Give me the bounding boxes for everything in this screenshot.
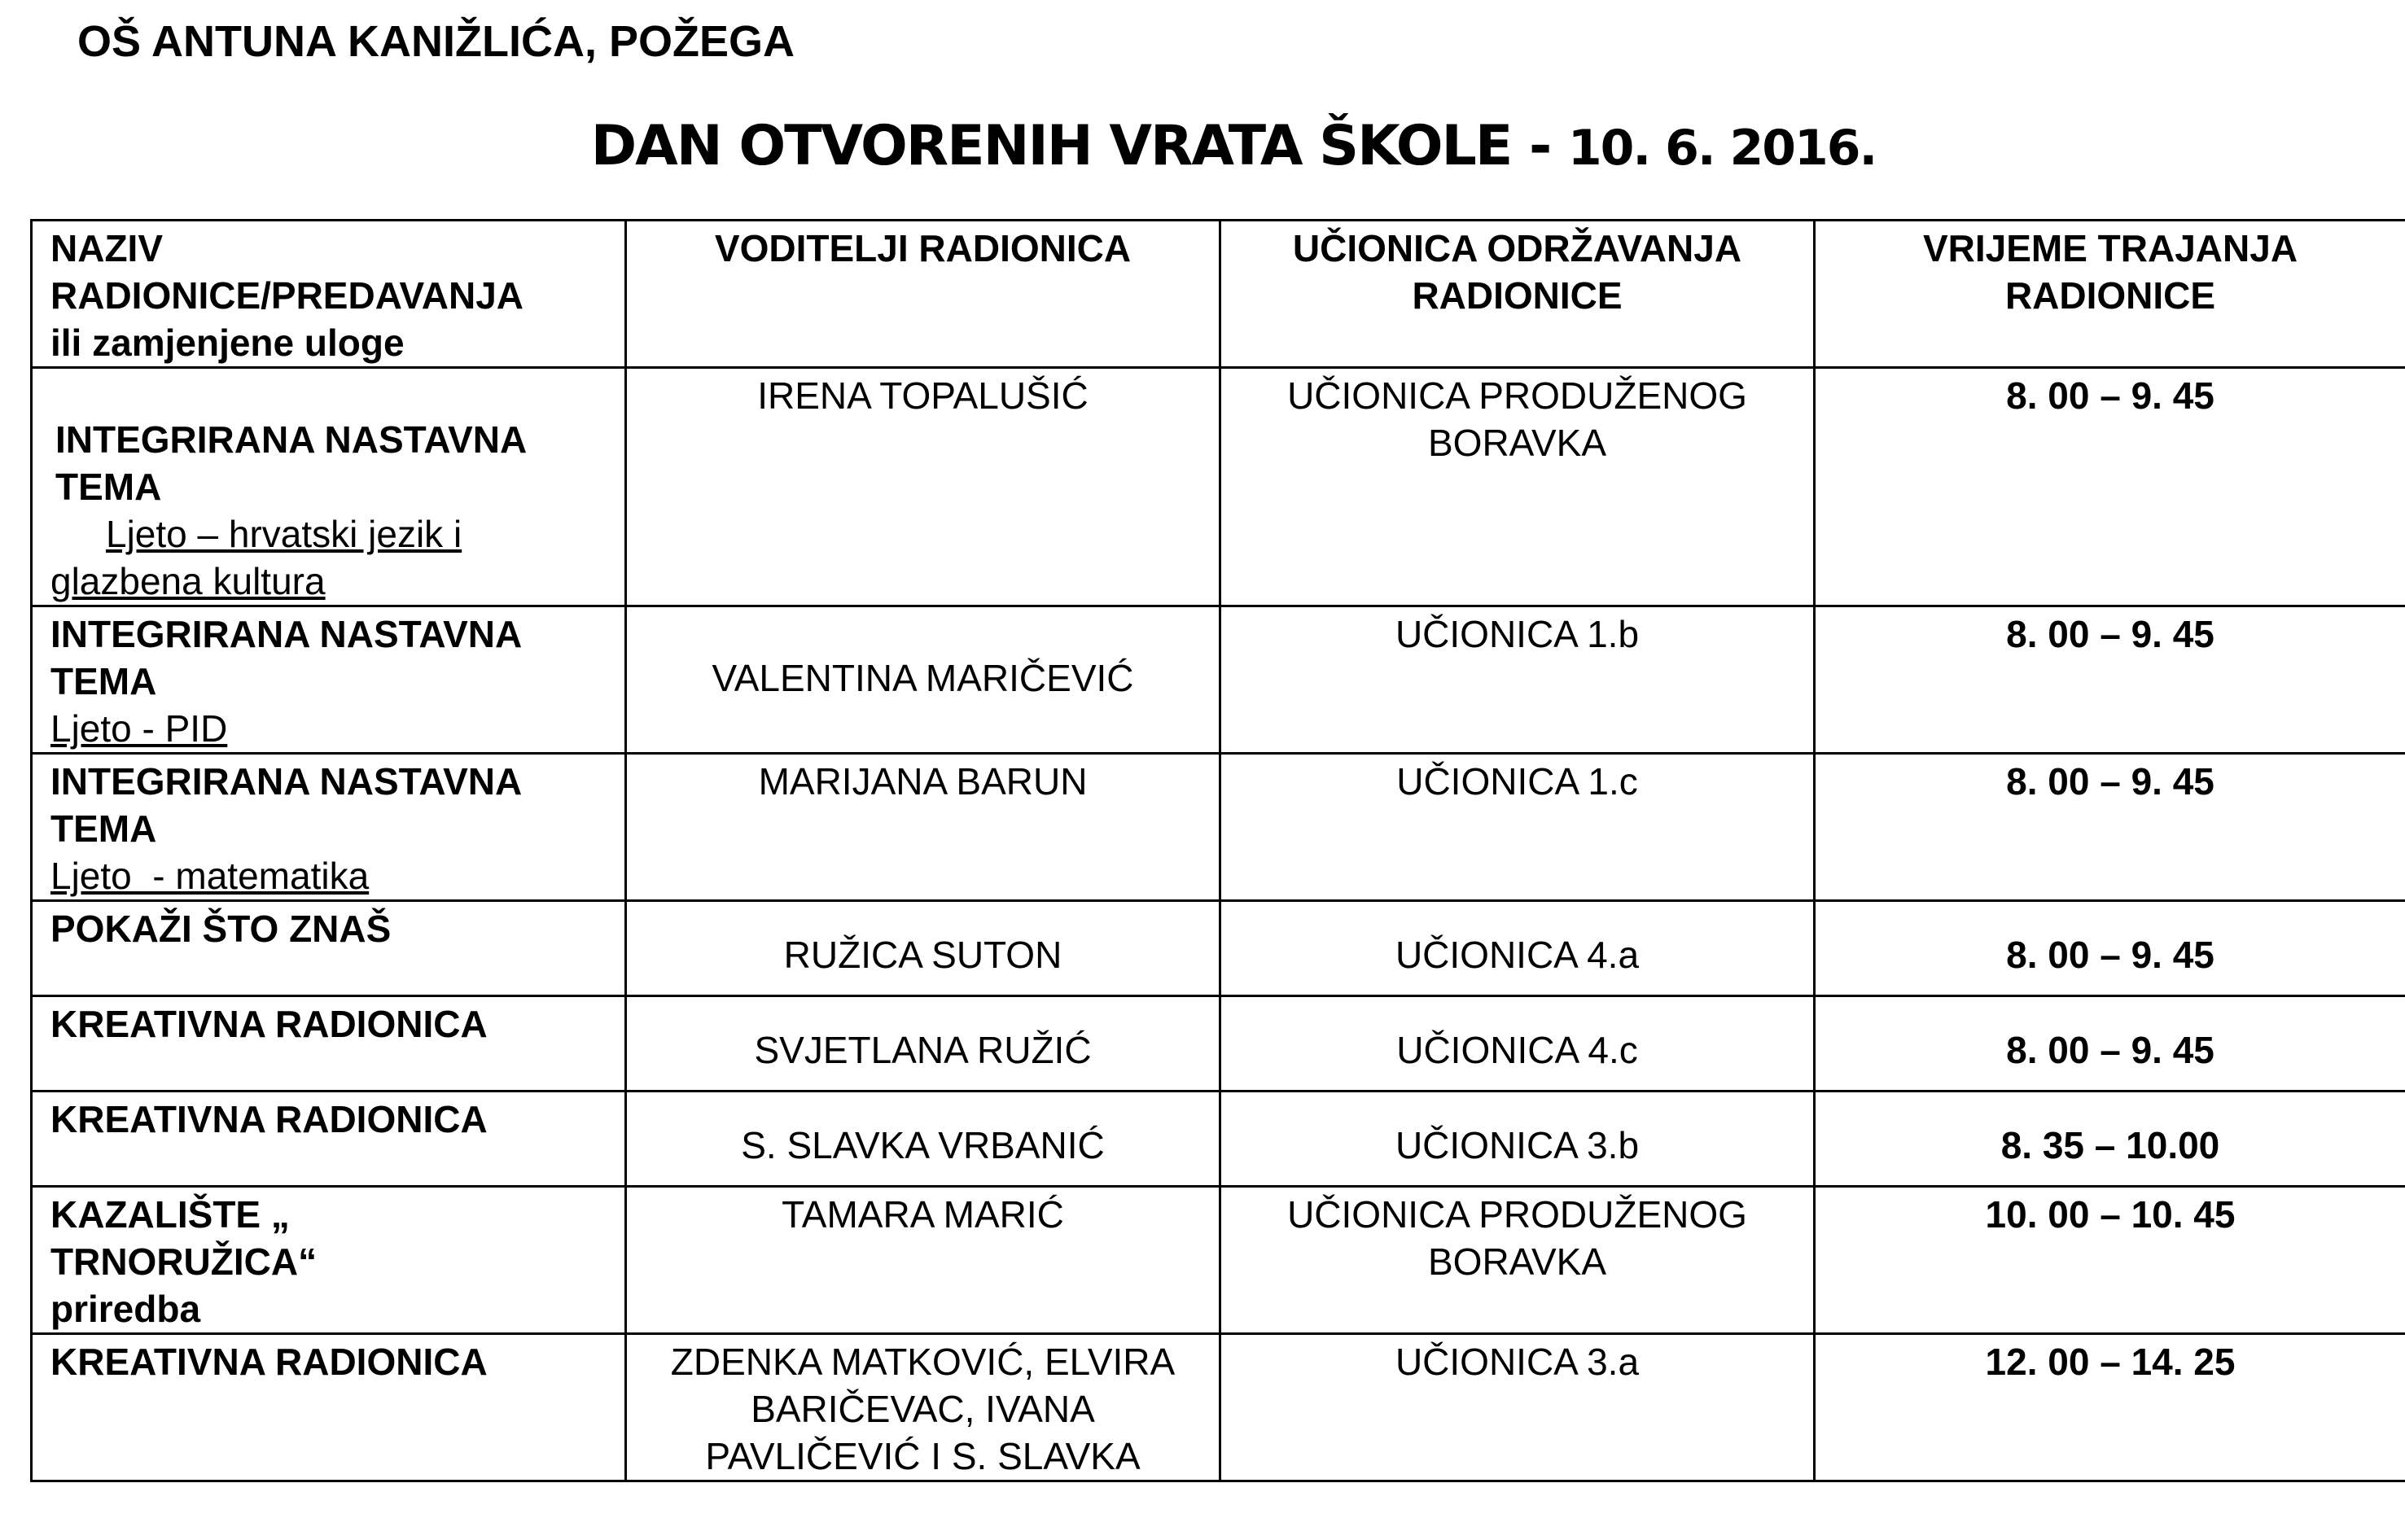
workshop-lead: TAMARA MARIĆ (626, 1187, 1220, 1334)
column-header-lead: VODITELJI RADIONICA (626, 221, 1220, 368)
schedule-table (30, 219, 2405, 1482)
workshop-room: UČIONICA 3.a (1220, 1334, 1815, 1481)
column-header-name-line3: ili zamjenjene uloge (50, 322, 405, 364)
workshop-time: 12. 00 – 14. 25 (1815, 1334, 2405, 1481)
workshop-name: INTEGRIRANA NASTAVNA TEMA (50, 760, 521, 850)
workshop-name: INTEGRIRANA NASTAVNA TEMA (50, 613, 521, 702)
workshop-name: KREATIVNA RADIONICA (50, 1341, 488, 1383)
column-header-name (32, 221, 626, 368)
workshop-lead: VALENTINA MARIČEVIĆ (626, 606, 1220, 754)
column-header-name-line2: RADIONICE/PREDAVANJA (50, 274, 524, 317)
title-date: 10. 6. 2016. (1567, 120, 1877, 177)
workshop-name: POKAŽI ŠTO ZNAŠ (50, 908, 392, 950)
title-text: DAN OTVORENIH VRATA ŠKOLE - (590, 114, 1568, 178)
workshop-subtitle: Ljeto - matematika (50, 855, 370, 897)
workshop-room: UČIONICA 1.b (1220, 606, 1815, 754)
workshop-lead: IRENA TOPALUŠIĆ (626, 368, 1220, 606)
table-row (32, 901, 2405, 996)
workshop-lead: MARIJANA BARUN (626, 754, 1220, 901)
workshop-time: 8. 35 – 10.00 (1815, 1092, 2405, 1187)
workshop-name: KREATIVNA RADIONICA (50, 1003, 488, 1045)
workshop-time: 10. 00 – 10. 45 (1815, 1187, 2405, 1334)
workshop-lead: RUŽICA SUTON (626, 901, 1220, 996)
school-name: OŠ ANTUNA KANIŽLIĆA, POŽEGA (77, 17, 795, 66)
workshop-name: KREATIVNA RADIONICA (50, 1098, 488, 1140)
workshop-room: UČIONICA PRODUŽENOG BORAVKA (1220, 1187, 1815, 1334)
workshop-name-cell (32, 1092, 626, 1187)
workshop-name-cell (32, 606, 626, 754)
column-header-name-line1: NAZIV (50, 227, 163, 269)
workshop-lead: ZDENKA MATKOVIĆ, ELVIRA BARIČEVAC, IVANA PAVLIČEVIĆ I S. SLAVKA (626, 1334, 1220, 1481)
table-row (32, 996, 2405, 1092)
workshop-name-cell (32, 368, 626, 606)
workshop-name-line2: TRNORUŽICA“ (50, 1240, 318, 1283)
workshop-name-cell (32, 901, 626, 996)
workshop-subtitle: Ljeto – hrvatski jezik i glazbena kultura (50, 513, 462, 602)
workshop-room: UČIONICA 4.c (1220, 996, 1815, 1092)
table-row (32, 368, 2405, 606)
workshop-subtitle: Ljeto - PID (50, 707, 228, 750)
workshop-name-line3: priredba (50, 1288, 201, 1330)
workshop-room: UČIONICA 4.a (1220, 901, 1815, 996)
workshop-room: UČIONICA 3.b (1220, 1092, 1815, 1187)
table-row (32, 754, 2405, 901)
column-header-time: VRIJEME TRAJANJA RADIONICE (1815, 221, 2405, 368)
workshop-time: 8. 00 – 9. 45 (1815, 901, 2405, 996)
table-row (32, 1334, 2405, 1481)
workshop-room: UČIONICA PRODUŽENOG BORAVKA (1220, 368, 1815, 606)
workshop-name-line1: KAZALIŠTE „ (50, 1193, 290, 1236)
column-header-room: UČIONICA ODRŽAVANJA RADIONICE (1220, 221, 1815, 368)
table-row (32, 1092, 2405, 1187)
workshop-lead: SVJETLANA RUŽIĆ (626, 996, 1220, 1092)
workshop-time: 8. 00 – 9. 45 (1815, 606, 2405, 754)
table-row (32, 606, 2405, 754)
workshop-time: 8. 00 – 9. 45 (1815, 754, 2405, 901)
table-header-row (32, 221, 2405, 368)
workshop-time: 8. 00 – 9. 45 (1815, 996, 2405, 1092)
page-title (0, 114, 2405, 181)
workshop-lead: S. SLAVKA VRBANIĆ (626, 1092, 1220, 1187)
workshop-time: 8. 00 – 9. 45 (1815, 368, 2405, 606)
workshop-name-cell (32, 1334, 626, 1481)
workshop-room: UČIONICA 1.c (1220, 754, 1815, 901)
table-row (32, 1187, 2405, 1334)
workshop-name-cell (32, 1187, 626, 1334)
workshop-name-cell (32, 996, 626, 1092)
workshop-name: INTEGRIRANA NASTAVNA TEMA (55, 418, 526, 508)
workshop-name-cell (32, 754, 626, 901)
